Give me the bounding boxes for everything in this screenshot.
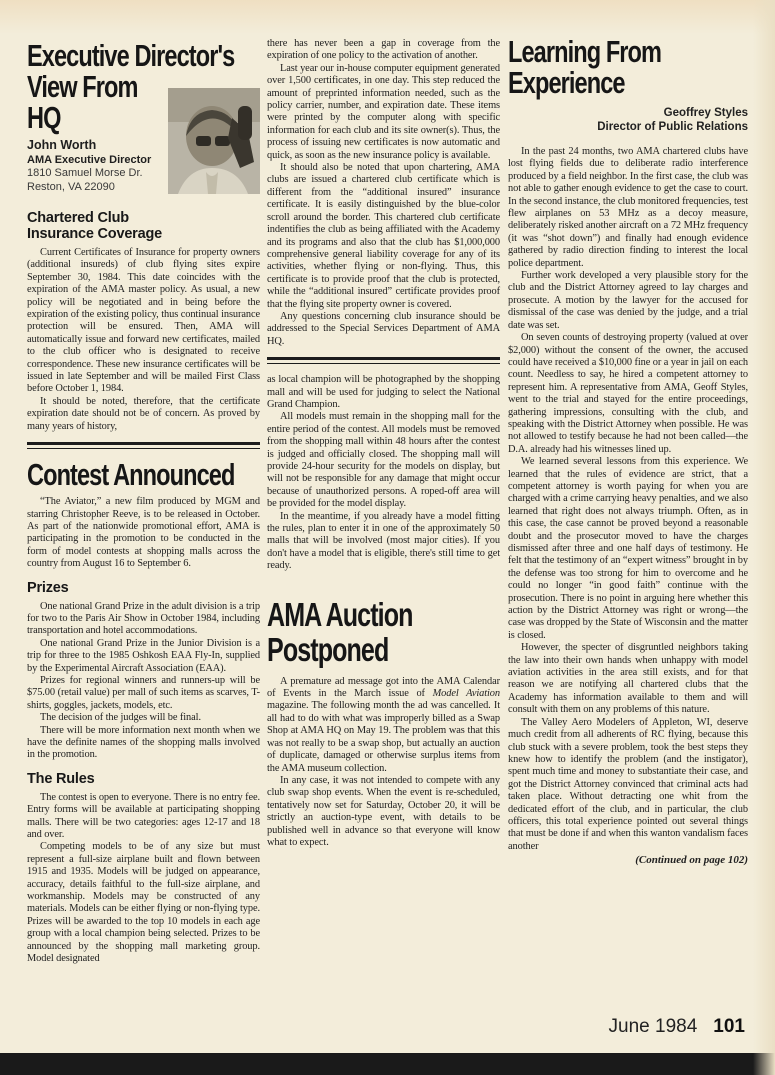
issue-date: June 1984 [608, 1016, 698, 1037]
auction-headline [267, 597, 500, 667]
column-right [508, 36, 748, 867]
headline-line: Learning From [508, 34, 662, 69]
continued-on-page-note: (Continued on page 102) [635, 854, 748, 867]
paragraph: Competing models to be of any size but must represent a full-size airplane built and flown between 1915 and 1935. Models will be judged on appearance, accuracy, details faithful to the full-size airplane, and workmanship. Models may be constructed of any materials. Models can be either flying or non-flying type. Prizes will be awarded to the top 10 models in each age group with a local champion being selected. Prizes to be announced by the shopping mall marketing group. Model designated [27, 841, 260, 965]
paragraph: as local champion will be photographed by the shopping mall and will be used for judging to select the National Grand Champion. [267, 374, 500, 410]
paragraph: In the meantime, if you already have a model fitting the rules, plan to enter it in one of the approximately 50 malls that will be involved (most major cities). If you don't have a model that is eligible, there's still time to get ready. [267, 510, 500, 572]
section-divider-rule [267, 357, 500, 364]
paragraph: We learned several lessons from this experience. We learned that the rules of evidence are strict, that a competent attorney is worth paying for when you are charged with a crime carrying heavy penalties, and we also learned that right does not always triumph. Often, as in this case, the case cannot be proved beyond a reasonable doubt and the prosecutor moved to have the charges dismissed after three and one half days of testimony. He felt that the testimony of an “expert witness” brought in by the defense was too strong for him to overcome and he could no longer “in good faith” continue with the prosecution. There is no point in arguing here whether this action by the District Attorney was right or wrong—the case was dropped by the State of Wisconsin and the matter is closed. [508, 456, 748, 641]
paragraph: On seven counts of destroying property (valued at over $2,000) without the consent of the owner, the accused could have received a $10,000 fine or a year in jail on each count. Needless to say, he hired a competent attorney to represent him. A representative from AMA, Geoff Styles, went to the trial and stayed for the entire proceedings, gathering impressions, consulting with the club, and speaking with the District Attorney when possible. He was not allowed to testify because he had not been called—the D.A. already had his witnesses lined up. [508, 332, 748, 455]
paragraph-text: A premature ad message got into the AMA Calendar of Events in the March issue of [267, 675, 500, 700]
paragraph: The Valley Aero Modelers of Appleton, WI, deserve much credit from all adherents of RC flying, because this club stuck with a severe problem, took the best steps they knew how to identify the problem (and the instigator), spent much time and money to substantiate their case, and got the District Attorney convinced that criminal acts had taken place. Without detracting one whit from the dedicated effort of the club, and in particular, the club officers, this total experience pointed out several things that must be done if and when this wanton vandalism faces another [508, 716, 748, 852]
paragraph: In any case, it was not intended to compete with any club swap shop events. When the event is re-scheduled, tentatively now set for Saturday, October 20, it will be strictly an auction-type event, with details to be published well in advance so that everyone will know what to expect. [267, 774, 500, 848]
paragraph: The contest is open to everyone. There is no entry fee. Entry forms will be available at participating shopping malls. There will be two categories: ages 12-17 and 18 and over. [27, 791, 260, 841]
paragraph: It should also be noted that upon chartering, AMA clubs are issued a chartered club certificate which is different from the “additional insured” insurance certificate. It is easily distinguished by the blue-color scroll around the border. This chartered club certificate indentifies the club as being affiliated with the Academy and its programs and also that the club has $1,000,000 comprehensive general liability coverage for any of its activities, whether flying or non-flying. Thus, this certificate is to provide proof that the club is protected, while the “additional insured” certificate provides proof that the flying site property owner is covered. [267, 162, 500, 310]
paragraph: Last year our in-house computer equipment generated over 1,500 certificates, in one day. This step reduced the amount of preprinted information needed, such as the policy carrier, number, and expiration date. These items were printed by the computer along with specific information for each club and its site owner(s). Thus, the process of issuing new certificates is now automatic and quick, as soon as the new insurance policy is available. [267, 62, 500, 161]
headline-line: Experience [508, 65, 625, 100]
headline-line: View From [27, 69, 138, 104]
paragraph-text: magazine. The following month the ad was cancelled. It all had to do with what was improperly billed as a Swap Shop at AMA HQ on May 19. The problem was that this was not really to be a swap shop, but actually an auction of duplicate, damaged or otherwise surplus items from the AMA museum collection. [267, 700, 500, 774]
exec-byline [27, 138, 169, 194]
author-address-line: 1810 Samuel Morse Dr. [27, 167, 143, 179]
insurance-section-heading: Chartered Club Insurance Coverage [27, 210, 163, 242]
headline-line: Postponed [267, 630, 389, 668]
magazine-title-italic: Model Aviation [432, 688, 500, 700]
contest-headline [27, 457, 260, 493]
learning-byline [508, 106, 748, 134]
paragraph: However, the specter of disgruntled neighbors taking the law into their own hands when unhappy with model aviation activities in the area still exists, and for that reason we are notifying all chartered clubs that the Academy has information available to them and will consult with them on any problems of this nature. [508, 642, 748, 716]
headline-line: AMA Auction [267, 595, 413, 633]
author-address-line: Reston, VA 22090 [27, 180, 115, 193]
john-worth-photo [168, 88, 260, 194]
paragraph: Current Certificates of Insurance for property owners (additional insureds) of club flying sites expire September 30, 1984. This date coincides with the expiration of the AMA master policy. As usual, a new policy will be negotiated and in being before the expiration of the existing policy, thus continual insurance protection will be ensured. Then, AMA will automatically issue and forward new certificates, mailed to the club officer who is designated to receive correspondence. These new insurance certificates will be issued in late September and will be mailed First Class before October 1, 1984. [27, 247, 260, 395]
learning-headline [508, 36, 748, 98]
portrait-photo-graphic [168, 88, 260, 194]
author-name: John Worth [27, 138, 97, 152]
paragraph: It should be noted, therefore, that the certificate expiration date should not be of concern. As proved by many years of history, [27, 395, 260, 432]
author-title: AMA Executive Director [27, 154, 152, 166]
rules-heading: The Rules [27, 770, 95, 787]
paragraph: All models must remain in the shopping mall for the entire period of the contest. All models must be removed from the shopping mall within 48 hours after the contest is judged and officially closed. The shopping mall will provide 24-hour security for the models on display, but will not be responsible for any damage that might occur because of unauthorized persons. A roped-off area will be provided for the model display. [267, 411, 500, 510]
paragraph: Prizes for regional winners and runners-up will be $75.00 (retail value) per mall of such items as scarves, T-shirts, goggles, jackets, models, etc. [27, 674, 260, 711]
column-left [27, 40, 260, 966]
paragraph: Further work developed a very plausible story for the club and the District Attorney agreed to lay charges and prosecute. A motion by the lawyer for the accused for dismissal of the case was denied by the judge, and a trial date was set. [508, 270, 748, 331]
paragraph: The decision of the judges will be final. [40, 712, 201, 724]
headline-line: Contest Announced [27, 457, 235, 493]
paragraph [267, 676, 500, 775]
headline-line: HQ [27, 100, 61, 135]
paragraph: One national Grand Prize in the adult division is a trip for two to the Paris Air Show in October 1984, including transportation and hotel accommodations. [27, 600, 260, 637]
page-footer [609, 1016, 745, 1038]
column-middle [267, 38, 500, 849]
section-divider-rule [27, 442, 260, 449]
paragraph: there has never been a gap in coverage from the expiration of one policy to the activation of another. [267, 38, 500, 62]
page-bottom-bar [0, 1053, 775, 1075]
author-name: Geoffrey Styles [663, 107, 748, 119]
author-title: Director of Public Relations [597, 121, 748, 133]
headline-line: Executive Director's [27, 38, 235, 73]
paragraph: “The Aviator,” a new film produced by MGM and starring Christopher Reeve, is to be released in October. As part of the nationwide promotional effort, AMA is participating in the promotion to be conducted in the form of model contests at shopping malls across the country from August 16 to September 6. [27, 496, 260, 570]
page-number: 101 [713, 1016, 745, 1037]
paragraph: There will be more information next month when we have the definite names of the shopping malls involved in the promotion. [27, 724, 260, 761]
paragraph: One national Grand Prize in the Junior Division is a trip for three to the 1985 Oshkosh EAA Fly-In, supplied by the Experimental Aircraft Association (EAA). [27, 637, 260, 674]
prizes-heading: Prizes [27, 579, 69, 596]
paragraph: In the past 24 months, two AMA chartered clubs have lost flying fields due to deliberate radio interference produced by a field neighbor. In the first case, the club was not able to gather enough evidence to get the case to court. In the second instance, the club monitored frequencies, test flew airplanes on 53 MHz as a decoy measure, deliberately risked another aircraft on a 72 MHz frequency (it was “shot down”) and finally had enough evidence gathered by radio direction finding to interest the local police department. [508, 146, 748, 269]
paragraph: Any questions concerning club insurance should be addressed to the Special Services Department of AMA HQ. [267, 310, 500, 347]
